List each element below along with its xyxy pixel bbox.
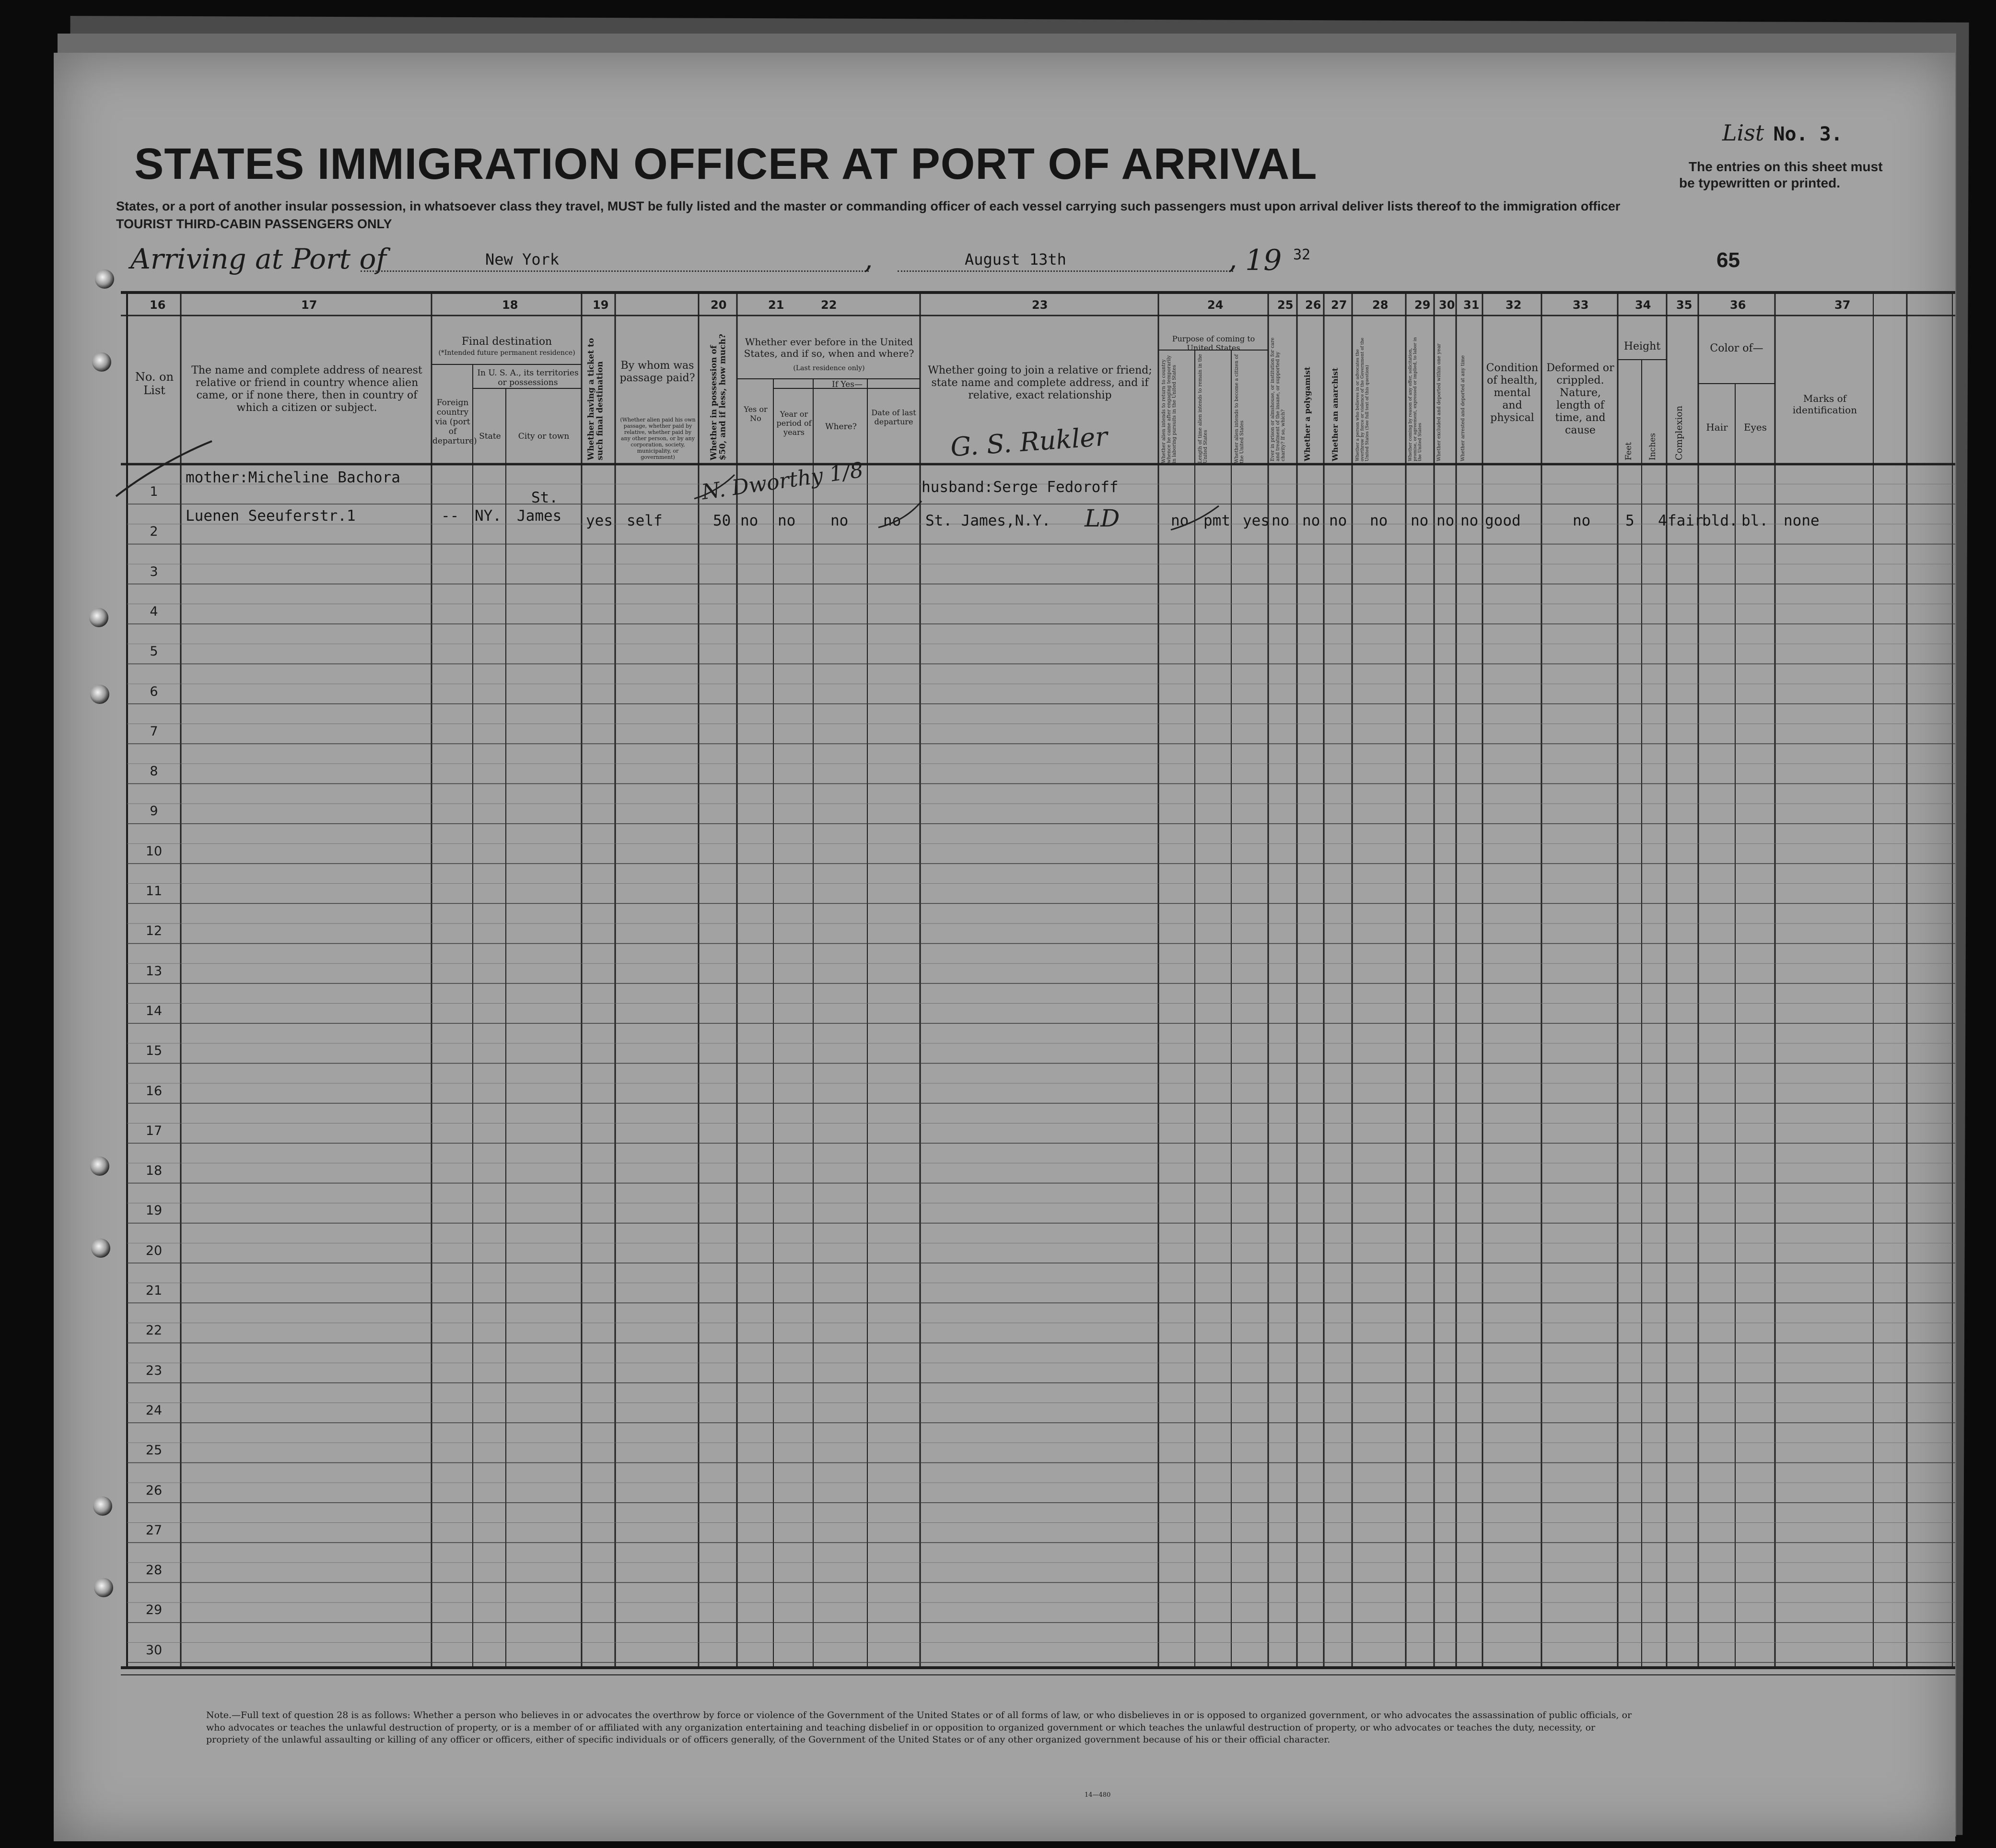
row-number: 18 (145, 1163, 163, 1179)
feet-value: 5 (1625, 512, 1634, 529)
money-value: 50 (713, 512, 731, 529)
column-number: 35 (1676, 298, 1693, 312)
row-number: 17 (145, 1123, 163, 1138)
arriving-label: Arriving at Port of (130, 243, 386, 275)
date-value: August 13th (965, 250, 1066, 269)
header-date-departure: Date of last departure (871, 408, 916, 426)
typewritten-note: The entries on this sheet must (1689, 159, 1883, 174)
column-number: 28 (1372, 298, 1389, 312)
row-number: 20 (145, 1243, 163, 1258)
header-final-destination-sub: (*Intended future permanent residence) (438, 349, 575, 357)
paid-by-value: self (627, 512, 663, 529)
header-money: Whether in possession of $50, and if less, how much? (709, 334, 728, 460)
row-number: 13 (145, 963, 163, 979)
instructions: States, or a port of another insular possession, in whatsoever class they travel, MUST be fully listed and the master or commanding officer of each vessel carrying such passengers must upon arrival deliver lists thereof to the immigration officer (116, 199, 1621, 213)
overthrow-value: no (1370, 512, 1388, 529)
column-number: 29 (1414, 298, 1431, 312)
column-number: 32 (1506, 298, 1522, 312)
row-number: 21 (145, 1283, 163, 1298)
handwritten-signature: G. S. Rukler (949, 421, 1109, 463)
relative-name: mother:Micheline Bachora (186, 469, 400, 486)
header-yes-no: Yes or No (744, 405, 768, 423)
header-where: Where? (825, 422, 857, 432)
header-prison: Ever in prison or almshouse, or institution for care and treatment of the insane, or supported by charity? If so, which? (1270, 337, 1286, 461)
header-before-in-us: Whether ever before in the United States, and if so, when and where? (744, 336, 914, 359)
row-number: 26 (145, 1483, 163, 1498)
header-hair: Hair (1706, 421, 1728, 433)
foreign-country-value: -- (441, 507, 459, 525)
footnote: Note.—Full text of question 28 is as follows: Whether a person who believes in or advocates the overthrow by force or violence of the Government of the United States or of all forms of law, or who disbelieves in or is opposed to organized government, or who advocates the assassination of public officials, or who advocates or teaches the unlawful destruction of property, or is a member of or affiliated with any organization entertaining and teaching disbelief in or opposition to organized government or which teaches the unlawful destruction of property, or who advocates or teaches the duty, necessity, or propriety of the unlawful assaulting or killing of any officer or officers, either of specific individuals or of officers generally, of the Government of the United States or of any other organized government because of his or their official character. (206, 1710, 1632, 1745)
relative-address: Luenen Seeuferstr.1 (186, 507, 356, 525)
header-city: City or town (518, 432, 570, 441)
comma: , (864, 243, 873, 275)
row-number: 24 (145, 1403, 163, 1418)
header-years: Year or period of years (776, 409, 812, 437)
column-number: 18 (502, 298, 518, 312)
hair-value: bld. (1702, 512, 1738, 529)
column-number: 22 (821, 298, 837, 312)
labor-offer-value: no (1411, 512, 1429, 529)
class-line: TOURIST THIRD-CABIN PASSENGERS ONLY (116, 217, 392, 231)
row-number: 15 (145, 1043, 163, 1059)
list-number-value: No. 3. (1773, 123, 1843, 145)
column-number: 34 (1635, 298, 1651, 312)
year-suffix: 32 (1293, 246, 1311, 263)
header-no-on-list: No. on List (135, 370, 174, 398)
column-number: 17 (301, 298, 317, 312)
page-number: 65 (1716, 248, 1740, 272)
column-number: 27 (1331, 298, 1347, 312)
column-number: 24 (1207, 298, 1224, 312)
inches-value: 4 (1658, 512, 1667, 529)
column-number: 37 (1834, 298, 1851, 312)
eyes-value: bl. (1741, 512, 1768, 529)
column-number: 36 (1730, 298, 1746, 312)
row-number: 3 (150, 564, 158, 579)
row-number: 4 (150, 604, 158, 619)
header-purpose-return: Whether alien intends to return to country whence he came after engaging temporarily in laboring pursuits in the United States (1161, 355, 1177, 463)
header-purpose-length: Length of time alien intends to remain in the United States (1198, 354, 1208, 463)
typewritten-note: be typewritten or printed. (1679, 175, 1841, 190)
row-number: 5 (150, 644, 158, 659)
header-anarchist: Whether an anarchist (1331, 367, 1340, 461)
column-number: 16 (150, 298, 166, 312)
row-number: 7 (150, 724, 158, 739)
anarchist-value: no (1329, 512, 1347, 529)
row-number: 10 (145, 843, 163, 859)
city-value-1: St. (531, 489, 558, 506)
deformed-value: no (1573, 512, 1591, 529)
header-foreign-country: Foreign country via (port of departure) (432, 398, 477, 446)
header-deformed: Deformed or crippled. Nature, length of time, and cause (1546, 362, 1614, 436)
row-number: 8 (150, 764, 158, 779)
row-number: 9 (150, 804, 158, 819)
column-number: 25 (1277, 298, 1294, 312)
health-value: good (1485, 512, 1521, 529)
handwritten-initials: LD (1085, 504, 1120, 532)
header-feet: Feet (1624, 442, 1634, 460)
column-number: 21 (768, 298, 784, 312)
column-number: 30 (1439, 298, 1455, 312)
header-eyes: Eyes (1744, 421, 1767, 433)
header-passage-paid-sub: (Whether alien paid his own passage, whether paid by relative, whether paid by any other person, or by any corporation, society, municipality, or government) (620, 417, 696, 460)
page-title: STATES IMMIGRATION OFFICER AT PORT OF ARRIVAL (134, 140, 1318, 188)
manifest-sheet (54, 53, 1955, 1841)
row-number: 23 (145, 1363, 163, 1378)
join-relative-value: husband:Serge Fedoroff (922, 479, 1119, 496)
state-value: NY. (475, 507, 502, 525)
column-number: 19 (593, 298, 609, 312)
row-number: 6 (150, 684, 158, 699)
port-value: New York (485, 250, 560, 269)
years-value: no (778, 512, 796, 529)
header-height: Height (1623, 340, 1661, 352)
header-health: Condition of health, mental and physical (1486, 362, 1539, 424)
header-purpose: Purpose of coming to United States (1172, 334, 1255, 352)
header-ticket: Whether having a ticket to such final destination (586, 338, 605, 460)
header-final-destination: Final destination (461, 336, 552, 348)
header-passage-paid: By whom was passage paid? (619, 360, 695, 384)
row-number: 2 (150, 524, 158, 539)
column-number: 31 (1463, 298, 1480, 312)
header-purpose-citizen: Whether alien intends to become a citizen of the United States (1234, 354, 1245, 463)
row-number: 19 (145, 1203, 163, 1218)
header-labor-offer: Whether coming by reason of any offer, solicitation, promise, or agreement, expressed or implied, to labor in the United States (1408, 337, 1423, 461)
list-label: List (1722, 120, 1764, 146)
header-nearest-relative: The name and complete address of nearest relative or friend in country whence alien came, or if none there, then in country of which a citizen or subject. (191, 364, 422, 414)
header-state: State (479, 432, 501, 441)
column-number: 33 (1573, 298, 1589, 312)
header-polygamist: Whether a polygamist (1303, 366, 1312, 461)
header-in-usa: In U. S. A., its territories or possessions (477, 368, 579, 388)
header-inches: Inches (1648, 433, 1657, 460)
city-value-2: James (517, 507, 562, 525)
row-number: 16 (145, 1083, 163, 1099)
join-address-value: St. James,N.Y. (925, 512, 1051, 529)
prison-value: no (1272, 512, 1290, 529)
where-value: no (830, 512, 849, 529)
arrested-value: no (1460, 512, 1479, 529)
row-number: 30 (145, 1642, 163, 1658)
row-number: 1 (150, 484, 158, 499)
citizen-intent-value: yes (1243, 512, 1270, 529)
row-number: 22 (145, 1323, 163, 1338)
row-number: 29 (145, 1602, 163, 1618)
header-if-yes: If Yes— (832, 380, 863, 389)
header-color-of: Color of— (1710, 342, 1763, 354)
column-number: 26 (1305, 298, 1321, 312)
date-departure-value: no (883, 512, 901, 529)
comma: , (1228, 243, 1237, 275)
header-going-to-join: Whether going to join a relative or friend; state name and complete address, and if relative, exact relationship (928, 364, 1152, 401)
header-marks: Marks of identification (1792, 393, 1857, 416)
row-number: 14 (145, 1003, 163, 1018)
row-number: 12 (145, 924, 163, 939)
header-complexion: Complexion (1674, 406, 1684, 460)
ticket-value: yes (586, 512, 613, 529)
header-excluded: Whether excluded and deported within one year (1436, 343, 1442, 461)
header-before-in-us-sub: (Last residence only) (793, 364, 865, 372)
row-number: 25 (145, 1443, 163, 1458)
form-code: 14—480 (1085, 1791, 1111, 1799)
column-number: 23 (1032, 298, 1048, 312)
excluded-value: no (1436, 512, 1455, 529)
marks-value: none (1784, 512, 1820, 529)
return-intent-value: no (1171, 512, 1189, 529)
handwritten-annotation: N. Dworthy 1/8 (700, 457, 865, 505)
header-arrested: Whether arrested and deported at any time (1460, 355, 1466, 461)
handwritten-check-marks (54, 53, 1955, 1841)
header-overthrow: Whether a person who believes in or advocates the overthrow by force or violence of the Government of the United States (See full text of this question) (1355, 338, 1370, 461)
year-prefix: 19 (1245, 244, 1282, 277)
row-number: 27 (145, 1522, 163, 1538)
column-number: 20 (711, 298, 727, 312)
length-of-stay-value: pmt (1203, 512, 1230, 529)
before-in-us-value: no (740, 512, 759, 529)
row-number: 11 (145, 884, 163, 899)
polygamist-value: no (1302, 512, 1320, 529)
complexion-value: fair (1668, 512, 1704, 529)
row-number: 28 (145, 1563, 163, 1578)
